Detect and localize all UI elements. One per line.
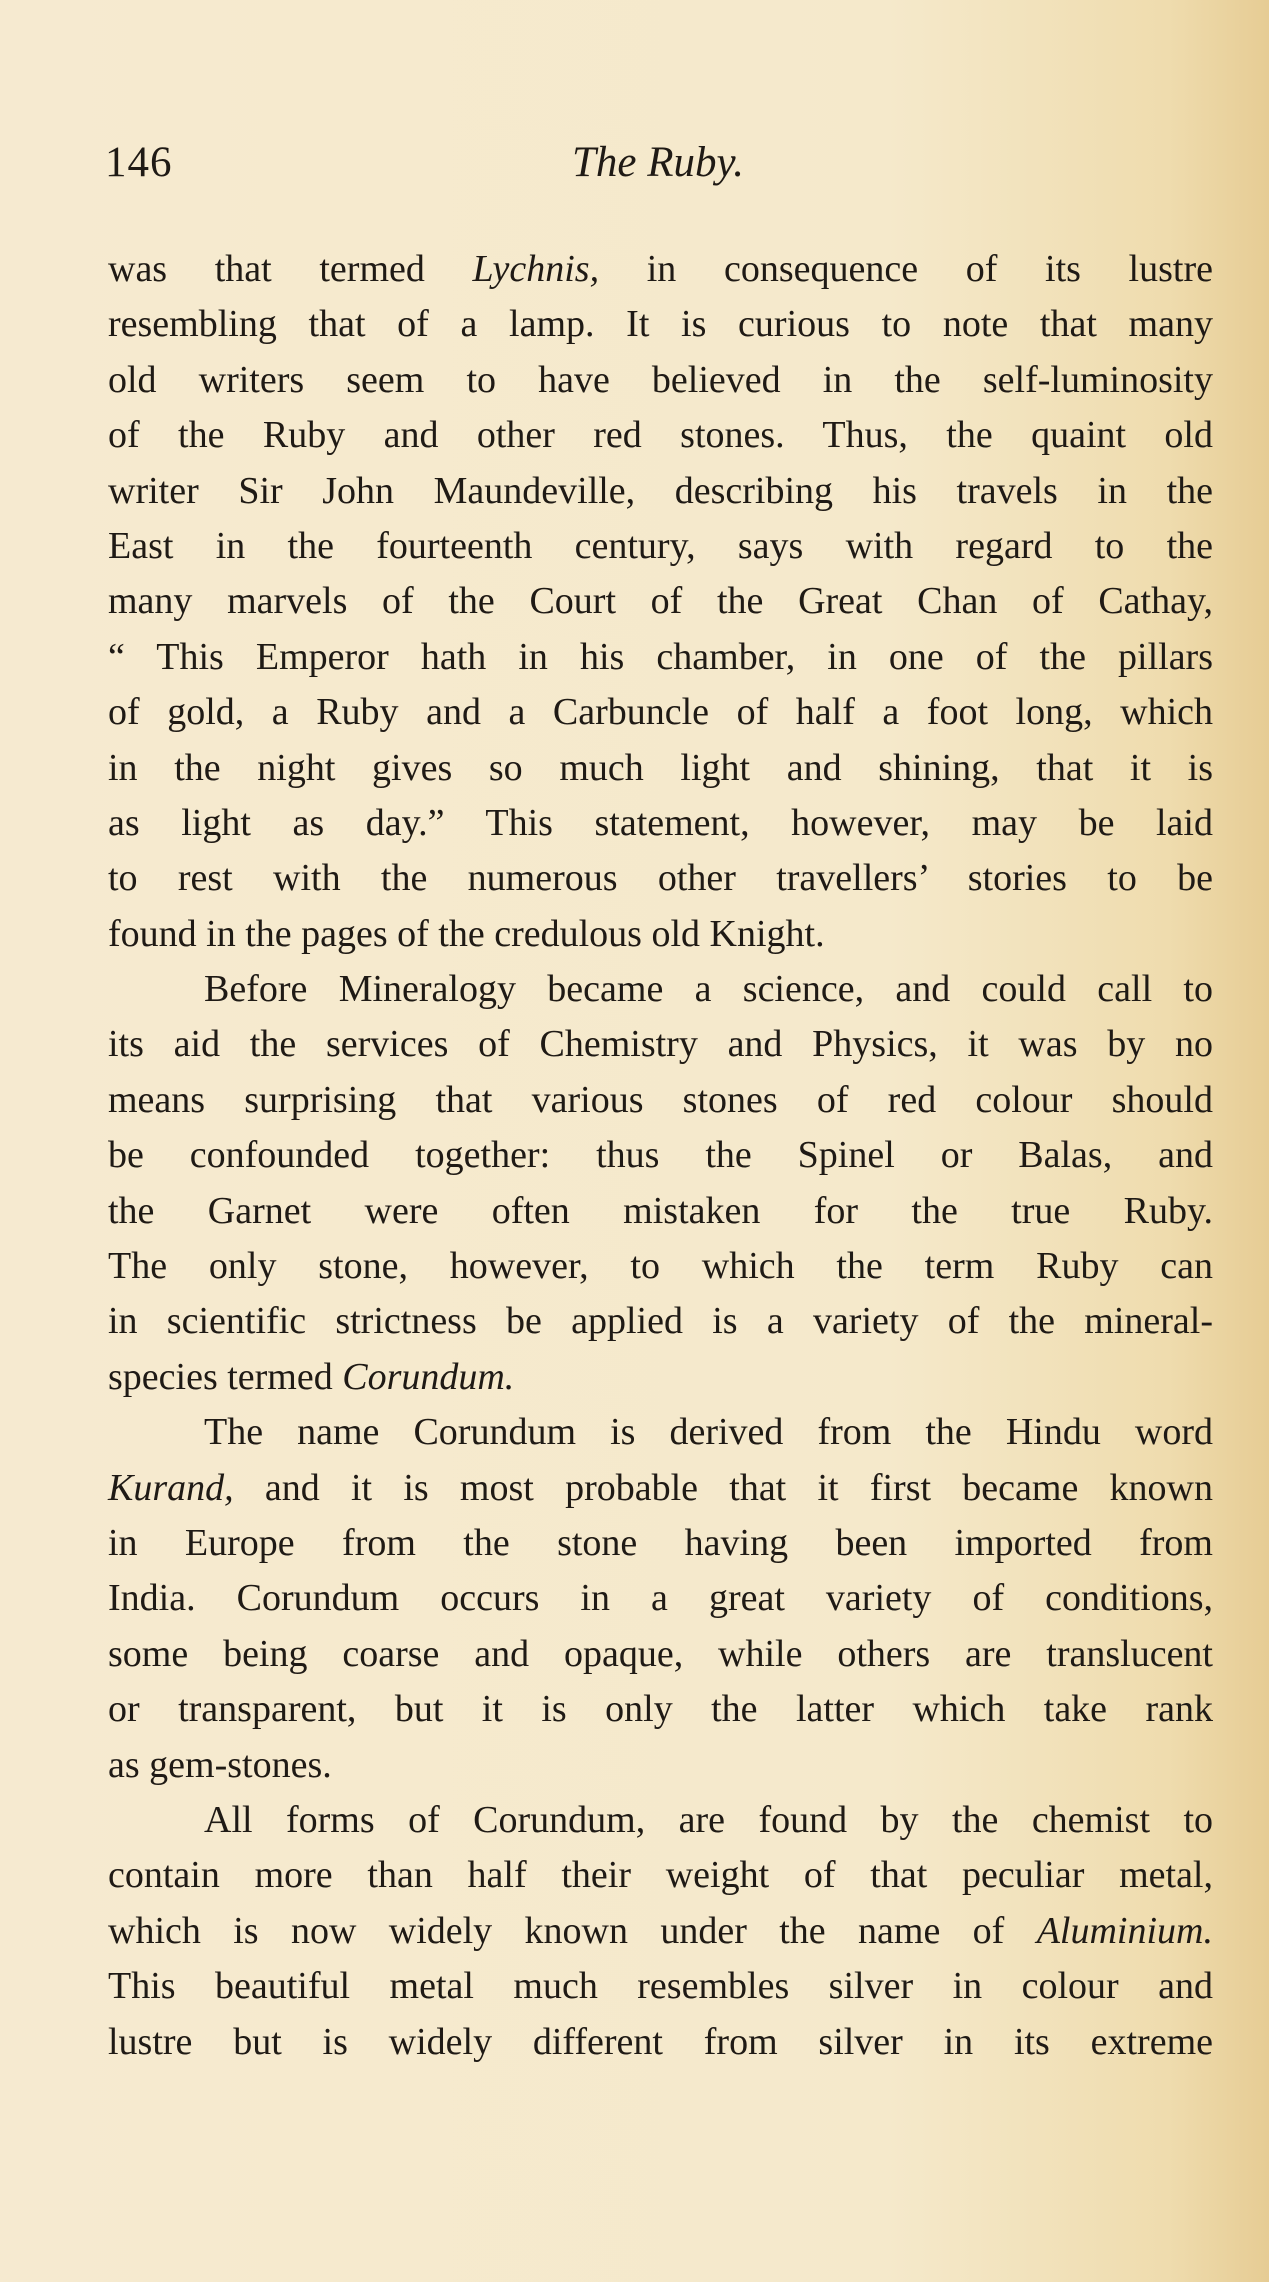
text-run: All forms of Corundum, are found by the chemist to <box>204 1798 1213 1841</box>
text-run: East in the fourteenth century, says with regard to the <box>108 524 1213 567</box>
text-line <box>108 242 1213 297</box>
text-line <box>108 1405 1213 1460</box>
body-text <box>108 242 1213 2070</box>
text-line <box>108 1073 1213 1128</box>
text-line <box>108 1738 1213 1793</box>
text-line <box>108 574 1213 629</box>
text-run: India. Corundum occurs in a great variety of conditions, <box>108 1577 1213 1620</box>
text-line <box>108 408 1213 463</box>
text-line <box>108 1128 1213 1183</box>
text-line <box>108 1682 1213 1737</box>
italic-term: Aluminium. <box>1036 1909 1213 1952</box>
text-line <box>108 907 1213 962</box>
text-line <box>108 1239 1213 1294</box>
text-line <box>108 1848 1213 1903</box>
text-line <box>108 1571 1213 1626</box>
text-run: in the night gives so much light and shining, that it is <box>108 746 1213 789</box>
text-line <box>108 1793 1213 1848</box>
text-line <box>108 1461 1213 1516</box>
text-run: of the Ruby and other red stones. Thus, the quaint old <box>108 414 1213 457</box>
text-run: of gold, a Ruby and a Carbuncle of half a foot long, which <box>108 691 1213 734</box>
text-run: its aid the services of Chemistry and Physics, it was by no <box>108 1023 1213 1066</box>
text-run: was that termed <box>108 248 473 290</box>
text-run: be confounded together: thus the Spinel or Balas, and <box>108 1134 1213 1177</box>
text-run: The only stone, however, to which the term Ruby can <box>108 1245 1213 1288</box>
text-run: Before Mineralogy became a science, and could call to <box>204 968 1213 1011</box>
text-line <box>108 464 1213 519</box>
text-run: many marvels of the Court of the Great Chan of Cathay, <box>108 580 1213 623</box>
text-run: to rest with the numerous other travellers’ stories to be <box>108 857 1213 900</box>
text-line <box>108 796 1213 851</box>
running-title: The Ruby. <box>572 139 744 186</box>
text-run: species termed <box>108 1355 343 1398</box>
text-run: contain more than half their weight of that peculiar metal, <box>108 1854 1213 1897</box>
italic-term: Lychnis, <box>472 248 600 290</box>
italic-term: Corundum. <box>342 1355 515 1398</box>
text-run: or transparent, but it is only the latter which take rank <box>108 1688 1213 1731</box>
text-run: “ This Emperor hath in his chamber, in one of the pillars <box>108 635 1213 678</box>
text-run: in Europe from the stone having been imported from <box>108 1521 1213 1564</box>
text-run: found in the pages of the credulous old Knight. <box>108 912 825 955</box>
text-run: which is now widely known under the name of <box>108 1909 1037 1952</box>
text-line <box>108 851 1213 906</box>
text-line <box>108 1516 1213 1571</box>
text-run: writer Sir John Maundeville, describing his travels in the <box>108 469 1213 512</box>
text-run: This beautiful metal much resembles silver in colour and <box>108 1965 1213 2008</box>
text-line <box>108 962 1213 1017</box>
text-line <box>108 519 1213 574</box>
text-line <box>108 1627 1213 1682</box>
text-line <box>108 1184 1213 1239</box>
text-run: as light as day.” This statement, however, may be laid <box>108 801 1213 844</box>
text-run: lustre but is widely different from silver in its extreme <box>108 2020 1213 2063</box>
text-run: in scientific strictness be applied is a variety of the mineral- <box>108 1300 1213 1343</box>
text-run: in consequence of its lustre <box>599 248 1213 290</box>
text-run: means surprising that various stones of red colour should <box>108 1078 1213 1121</box>
text-line <box>108 741 1213 796</box>
text-run: resembling that of a lamp. It is curious to note that many <box>108 303 1213 346</box>
text-line <box>108 2015 1213 2070</box>
italic-term: Kurand, <box>108 1466 234 1509</box>
text-run: and it is most probable that it first became known <box>233 1466 1213 1509</box>
page-header <box>105 138 1215 198</box>
text-line <box>108 297 1213 352</box>
text-line <box>108 1904 1213 1959</box>
text-line <box>108 1294 1213 1349</box>
text-line <box>108 1350 1213 1405</box>
page-number: 146 <box>105 139 173 186</box>
text-line <box>108 353 1213 408</box>
text-run: old writers seem to have believed in the self-luminosity <box>108 358 1213 401</box>
text-line <box>108 1017 1213 1072</box>
text-run: the Garnet were often mistaken for the true Ruby. <box>108 1189 1213 1232</box>
text-line <box>108 630 1213 685</box>
text-run: as gem-stones. <box>108 1743 332 1786</box>
text-line <box>108 1959 1213 2014</box>
text-run: some being coarse and opaque, while others are translucent <box>108 1632 1213 1675</box>
text-run: The name Corundum is derived from the Hindu word <box>204 1411 1213 1454</box>
text-line <box>108 685 1213 740</box>
